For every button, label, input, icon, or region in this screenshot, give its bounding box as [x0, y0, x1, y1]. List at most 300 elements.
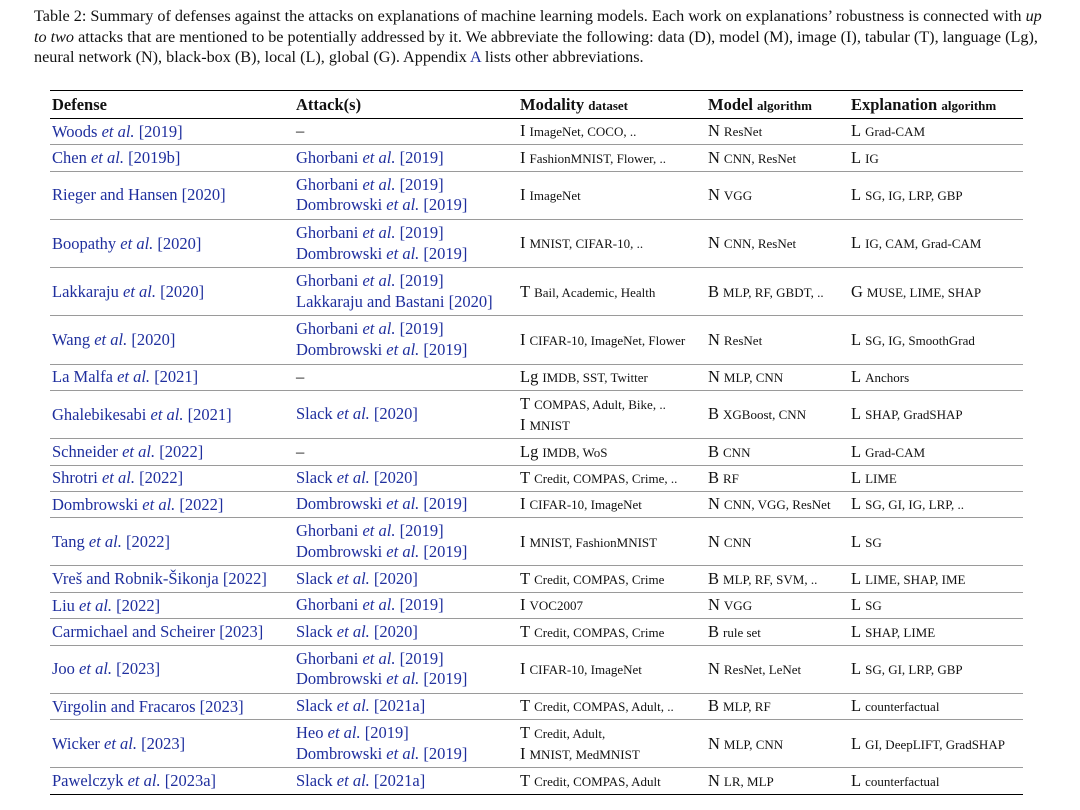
attack-citation-link[interactable]: [296, 744, 467, 763]
citation-year: [2019]: [419, 743, 468, 763]
model-abbrev: N: [708, 658, 720, 678]
attack-citation-link[interactable]: [296, 404, 418, 423]
attacks-cell: [294, 693, 518, 719]
defense-year: [2021]: [150, 367, 199, 387]
modality-abbrev: T: [520, 281, 531, 301]
defense-cell: [50, 693, 294, 719]
citation-year: [2020]: [369, 404, 418, 424]
model-algorithm: ResNet: [723, 332, 763, 348]
attack-citation-link[interactable]: [296, 340, 467, 359]
attack-citation-link[interactable]: [296, 521, 444, 540]
attack-line: [296, 195, 516, 216]
modality-line: [520, 185, 704, 206]
explanation-algorithm: SHAP, LIME: [865, 624, 936, 640]
citation-year: [2019]: [395, 648, 444, 668]
dataset-list: Credit, COMPAS, Crime: [534, 571, 665, 587]
explanation-cell: [849, 768, 1023, 794]
citation-authors: Ghorbani: [296, 648, 359, 668]
attack-line: [296, 569, 516, 590]
model-cell: [706, 316, 849, 364]
defense-authors: Woods: [52, 121, 98, 141]
table-row: [50, 390, 1023, 438]
attack-line: [296, 271, 516, 292]
explanation-algorithm: LIME: [865, 470, 897, 486]
explanation-abbrev: L: [851, 595, 862, 615]
defense-authors: Carmichael and Scheirer: [52, 621, 216, 641]
attack-citation-link[interactable]: [296, 292, 493, 311]
attack-line: [296, 723, 516, 744]
citation-etal: et al.: [382, 743, 420, 763]
defense-citation-link[interactable]: [52, 122, 183, 141]
attacks-cell: [294, 566, 518, 592]
citation-year: [2019]: [419, 339, 468, 359]
defense-year: [2020]: [177, 185, 226, 205]
model-abbrev: B: [708, 281, 720, 301]
defense-etal: et al.: [112, 367, 151, 387]
table-caption: Table 2: Summary of defenses against the attacks on explanations of machine learning models. Each work on explanations’ robustness is connected with up to two attacks that are mentioned to be potentially addressed by it. We abbreviate the following: data (D), model (M), image (I), tabular (T), language (Lg), neural network (N), black-box (B), local (L), global (G). Appendix A lists other abbreviations.: [34, 7, 1042, 66]
modality-abbrev: I: [520, 233, 526, 253]
explanation-line: [851, 148, 1021, 169]
defense-citation-link[interactable]: [52, 148, 180, 167]
explanation-algorithm: SG, GI, LRP, GBP: [865, 661, 963, 677]
explanation-abbrev: L: [851, 185, 862, 205]
defense-year: [2022]: [121, 531, 171, 551]
defense-year: [2020]: [127, 329, 176, 349]
modality-abbrev: T: [520, 723, 531, 743]
attack-line: [296, 521, 516, 542]
attack-citation-link[interactable]: [296, 771, 425, 790]
attacks-cell: [294, 491, 518, 517]
attack-line: [296, 175, 516, 196]
model-algorithm: CNN: [723, 444, 751, 460]
defense-etal: et al.: [123, 771, 161, 791]
citation-etal: et al.: [332, 770, 370, 790]
explanation-line: [851, 595, 1021, 616]
attacks-cell: [294, 364, 518, 390]
defense-cell: [50, 390, 294, 438]
header-explanation: Explanation algorithm: [849, 91, 1023, 119]
explanation-line: [851, 622, 1021, 643]
defense-authors: Liu: [52, 595, 75, 615]
modality-abbrev: T: [520, 696, 531, 716]
table-row: [50, 518, 1023, 566]
explanation-line: [851, 734, 1021, 755]
defense-etal: et al.: [118, 281, 157, 301]
table-row: [50, 720, 1023, 768]
attack-citation-link[interactable]: [296, 223, 444, 242]
explanation-cell: [849, 619, 1023, 645]
attack-line: [296, 669, 516, 690]
modality-abbrev: I: [520, 494, 526, 514]
no-attack-dash: –: [296, 366, 305, 386]
explanation-abbrev: G: [851, 281, 863, 301]
explanation-cell: [849, 364, 1023, 390]
model-abbrev: B: [708, 467, 720, 487]
explanation-algorithm: IG: [865, 150, 879, 166]
table-row: [50, 768, 1023, 794]
explanation-algorithm: SG, IG, LRP, GBP: [865, 188, 963, 204]
attack-line: [296, 367, 516, 388]
dataset-list: Credit, COMPAS, Adult: [534, 773, 661, 789]
attack-line: [296, 542, 516, 563]
model-line: [708, 468, 847, 489]
citation-authors: Dombrowski: [296, 243, 383, 263]
attacks-cell: [294, 119, 518, 145]
defense-citation-link[interactable]: [52, 697, 244, 716]
defense-authors: Joo: [52, 659, 75, 679]
citation-etal: et al.: [332, 568, 370, 588]
citation-etal: et al.: [382, 494, 420, 514]
defense-cell: [50, 145, 294, 171]
citation-year: [2019]: [395, 521, 444, 541]
modality-cell: [518, 619, 706, 645]
explanation-algorithm: SG, GI, IG, LRP, ..: [865, 497, 965, 513]
model-cell: [706, 171, 849, 219]
model-abbrev: N: [708, 494, 720, 514]
defense-citation-link[interactable]: [52, 330, 175, 349]
explanation-cell: [849, 693, 1023, 719]
citation-etal: et al.: [358, 595, 396, 615]
defense-authors: Pawelczyk: [52, 771, 124, 791]
table-row: [50, 465, 1023, 491]
attacks-cell: [294, 219, 518, 267]
model-abbrev: B: [708, 404, 720, 424]
defense-etal: et al.: [116, 233, 154, 253]
appendix-link[interactable]: A: [470, 48, 481, 66]
defense-cell: [50, 518, 294, 566]
attack-citation-link[interactable]: [296, 195, 467, 214]
model-algorithm: CNN: [723, 534, 752, 550]
modality-abbrev: I: [520, 121, 526, 141]
defense-citation-link[interactable]: [52, 468, 183, 487]
citation-year: [2019]: [419, 494, 468, 514]
citation-year: [2019]: [395, 223, 444, 243]
attack-citation-link[interactable]: [296, 696, 425, 715]
defense-year: [2022]: [218, 569, 267, 589]
defense-citation-link[interactable]: [52, 596, 160, 615]
explanation-cell: [849, 566, 1023, 592]
defense-citation-link[interactable]: [52, 282, 204, 301]
model-line: [708, 148, 847, 169]
attack-line: [296, 494, 516, 515]
defense-citation-link[interactable]: [52, 569, 267, 588]
defense-etal: et al.: [117, 441, 156, 461]
modality-cell: [518, 219, 706, 267]
model-line: [708, 622, 847, 643]
table-row: [50, 268, 1023, 316]
model-abbrev: B: [708, 441, 720, 461]
model-cell: [706, 491, 849, 517]
explanation-algorithm: Grad-CAM: [865, 124, 926, 140]
attack-line: [296, 121, 516, 142]
explanation-abbrev: L: [851, 621, 862, 641]
citation-year: [2019]: [395, 174, 444, 194]
modality-abbrev: T: [520, 770, 531, 790]
attack-citation-link[interactable]: [296, 175, 444, 194]
model-abbrev: N: [708, 733, 720, 753]
modality-abbrev: Lg: [520, 366, 539, 386]
explanation-abbrev: L: [851, 696, 862, 716]
modality-abbrev: T: [520, 621, 531, 641]
explanation-cell: [849, 268, 1023, 316]
attacks-cell: [294, 439, 518, 465]
attack-citation-link[interactable]: [296, 723, 409, 742]
explanation-cell: [849, 390, 1023, 438]
modality-abbrev: I: [520, 185, 526, 205]
defense-citation-link[interactable]: [52, 659, 160, 678]
defense-etal: et al.: [138, 494, 176, 514]
modality-abbrev: I: [520, 531, 526, 551]
attack-citation-link[interactable]: [296, 244, 467, 263]
attack-line: [296, 319, 516, 340]
defense-etal: et al.: [74, 595, 113, 615]
modality-cell: [518, 645, 706, 693]
no-attack-dash: –: [296, 441, 305, 461]
header-defense: Defense: [50, 91, 294, 119]
citation-authors: Lakkaraju and Bastani: [296, 291, 445, 311]
attacks-cell: [294, 316, 518, 364]
citation-authors: Slack: [296, 404, 333, 424]
modality-cell: [518, 566, 706, 592]
attack-line: [296, 622, 516, 643]
dataset-list: FashionMNIST, Flower, ..: [529, 150, 666, 166]
defense-year: [2023]: [195, 696, 244, 716]
attack-citation-link[interactable]: [296, 148, 444, 167]
defense-citation-link[interactable]: [52, 405, 232, 424]
defense-cell: [50, 592, 294, 618]
modality-line: [520, 494, 704, 515]
defense-year: [2022]: [112, 595, 161, 615]
model-algorithm: ResNet: [723, 124, 763, 140]
modality-cell: [518, 316, 706, 364]
model-line: [708, 282, 847, 303]
model-algorithm: MLP, RF, GBDT, ..: [723, 284, 824, 300]
model-abbrev: N: [708, 147, 720, 167]
dataset-list: Bail, Academic, Health: [534, 284, 656, 300]
citation-authors: Dombrowski: [296, 541, 383, 561]
attack-citation-link[interactable]: [296, 271, 444, 290]
attack-line: [296, 771, 516, 792]
model-cell: [706, 145, 849, 171]
model-cell: [706, 693, 849, 719]
modality-abbrev: I: [520, 595, 526, 615]
table-row: [50, 364, 1023, 390]
citation-etal: et al.: [358, 174, 396, 194]
modality-line: [520, 233, 704, 254]
attack-line: [296, 442, 516, 463]
citation-authors: Heo: [296, 723, 324, 743]
explanation-cell: [849, 219, 1023, 267]
modality-cell: [518, 768, 706, 794]
citation-authors: Slack: [296, 621, 333, 641]
no-attack-dash: –: [296, 121, 305, 141]
modality-cell: [518, 119, 706, 145]
defense-authors: Wicker: [52, 733, 100, 753]
attacks-cell: [294, 465, 518, 491]
explanation-abbrev: L: [851, 366, 862, 386]
explanation-cell: [849, 491, 1023, 517]
model-algorithm: RF: [723, 470, 739, 486]
defense-authors: Wang: [52, 329, 91, 349]
modality-line: [520, 468, 704, 489]
explanation-line: [851, 569, 1021, 590]
model-line: [708, 569, 847, 590]
attack-line: [296, 148, 516, 169]
modality-abbrev: I: [520, 147, 526, 167]
defense-authors: Virgolin and Fracaros: [52, 696, 196, 716]
attacks-cell: [294, 720, 518, 768]
attacks-cell: [294, 268, 518, 316]
defense-citation-link[interactable]: [52, 771, 216, 790]
defense-authors: Vreš and Robnik-Šikonja: [52, 569, 219, 589]
modality-line: [520, 282, 704, 303]
model-abbrev: N: [708, 770, 720, 790]
citation-authors: Dombrowski: [296, 195, 383, 215]
explanation-line: [851, 696, 1021, 717]
attack-line: [296, 595, 516, 616]
defense-citation-link[interactable]: [52, 734, 185, 753]
explanation-line: [851, 442, 1021, 463]
modality-cell: [518, 491, 706, 517]
explanation-abbrev: L: [851, 568, 862, 588]
defense-authors: Ghalebikesabi: [52, 404, 147, 424]
citation-authors: Ghorbani: [296, 595, 359, 615]
table-row: [50, 566, 1023, 592]
defense-cell: [50, 720, 294, 768]
attack-citation-link[interactable]: [296, 494, 467, 513]
citation-authors: Ghorbani: [296, 174, 359, 194]
model-line: [708, 185, 847, 206]
table-row: [50, 219, 1023, 267]
defense-citation-link[interactable]: [52, 532, 170, 551]
model-abbrev: B: [708, 696, 720, 716]
modality-abbrev: T: [520, 568, 531, 588]
model-algorithm: VGG: [723, 598, 753, 614]
defense-year: [2023]: [215, 621, 264, 641]
table-row: [50, 619, 1023, 645]
defense-year: [2023]: [112, 659, 161, 679]
modality-line: [520, 595, 704, 616]
explanation-cell: [849, 316, 1023, 364]
citation-year: [2019]: [360, 723, 409, 743]
model-algorithm: rule set: [723, 624, 761, 640]
defense-citation-link[interactable]: [52, 442, 203, 461]
defense-cell: [50, 119, 294, 145]
citation-etal: et al.: [323, 723, 361, 743]
model-algorithm: MLP, CNN: [723, 736, 784, 752]
dataset-list: ImageNet: [529, 188, 581, 204]
modality-line: [520, 569, 704, 590]
modality-cell: [518, 268, 706, 316]
explanation-cell: [849, 645, 1023, 693]
defense-cell: [50, 439, 294, 465]
attack-citation-link[interactable]: [296, 569, 418, 588]
modality-line: [520, 367, 704, 388]
explanation-line: [851, 121, 1021, 142]
citation-etal: et al.: [358, 223, 396, 243]
model-line: [708, 367, 847, 388]
dataset-list: CIFAR-10, ImageNet: [529, 497, 642, 513]
modality-line: [520, 148, 704, 169]
citation-year: [2019]: [395, 271, 444, 291]
explanation-abbrev: L: [851, 147, 862, 167]
explanation-cell: [849, 465, 1023, 491]
attacks-cell: [294, 768, 518, 794]
attack-citation-link[interactable]: [296, 595, 444, 614]
modality-cell: [518, 390, 706, 438]
defense-etal: et al.: [90, 329, 128, 349]
explanation-abbrev: L: [851, 441, 862, 461]
explanation-algorithm: SG: [865, 598, 882, 614]
modality-cell: [518, 171, 706, 219]
defense-cell: [50, 645, 294, 693]
table-row: [50, 491, 1023, 517]
attacks-cell: [294, 619, 518, 645]
attack-citation-link[interactable]: [296, 622, 418, 641]
modality-line: [520, 771, 704, 792]
model-algorithm: MLP, RF: [723, 699, 771, 715]
modality-abbrev: T: [520, 394, 531, 414]
modality-cell: [518, 592, 706, 618]
defense-citation-link[interactable]: [52, 234, 201, 253]
citation-year: [2020]: [369, 568, 418, 588]
attack-citation-link[interactable]: [296, 669, 467, 688]
dataset-list: COMPAS, Adult, Bike, ..: [534, 397, 666, 413]
explanation-line: [851, 185, 1021, 206]
defense-etal: et al.: [86, 148, 124, 168]
explanation-abbrev: L: [851, 329, 862, 349]
defense-year: [2020]: [156, 281, 205, 301]
defense-year: [2022]: [134, 468, 184, 488]
defense-citation-link[interactable]: [52, 622, 263, 641]
table-row: [50, 316, 1023, 364]
defense-authors: Schneider: [52, 441, 118, 461]
model-algorithm: CNN, ResNet: [723, 150, 797, 166]
explanation-cell: [849, 518, 1023, 566]
defense-cell: [50, 768, 294, 794]
citation-etal: et al.: [382, 541, 420, 561]
model-cell: [706, 645, 849, 693]
table-row: [50, 145, 1023, 171]
attack-citation-link[interactable]: [296, 468, 418, 487]
defense-year: [2021]: [183, 404, 232, 424]
citation-etal: et al.: [382, 339, 420, 359]
defense-year: [2019b]: [123, 148, 181, 168]
dataset-list: Credit, COMPAS, Adult, ..: [534, 699, 674, 715]
defense-year: [2023a]: [160, 771, 217, 791]
attack-line: [296, 744, 516, 765]
attack-citation-link[interactable]: [296, 542, 467, 561]
dataset-list: MNIST, CIFAR-10, ..: [529, 236, 644, 252]
defense-citation-link[interactable]: [52, 367, 198, 386]
modality-line: [520, 532, 704, 553]
defense-citation-link[interactable]: [52, 495, 223, 514]
explanation-algorithm: Grad-CAM: [865, 444, 926, 460]
citation-year: [2019]: [395, 147, 444, 167]
dataset-list: CIFAR-10, ImageNet: [529, 661, 642, 677]
dataset-list: IMDB, SST, Twitter: [542, 369, 648, 385]
attack-citation-link[interactable]: [296, 319, 444, 338]
attack-line: [296, 404, 516, 425]
defense-citation-link[interactable]: [52, 185, 226, 204]
explanation-abbrev: L: [851, 233, 862, 253]
attack-citation-link[interactable]: [296, 649, 444, 668]
attacks-cell: [294, 592, 518, 618]
model-abbrev: N: [708, 233, 720, 253]
table-row: [50, 693, 1023, 719]
model-cell: [706, 268, 849, 316]
model-abbrev: N: [708, 185, 720, 205]
